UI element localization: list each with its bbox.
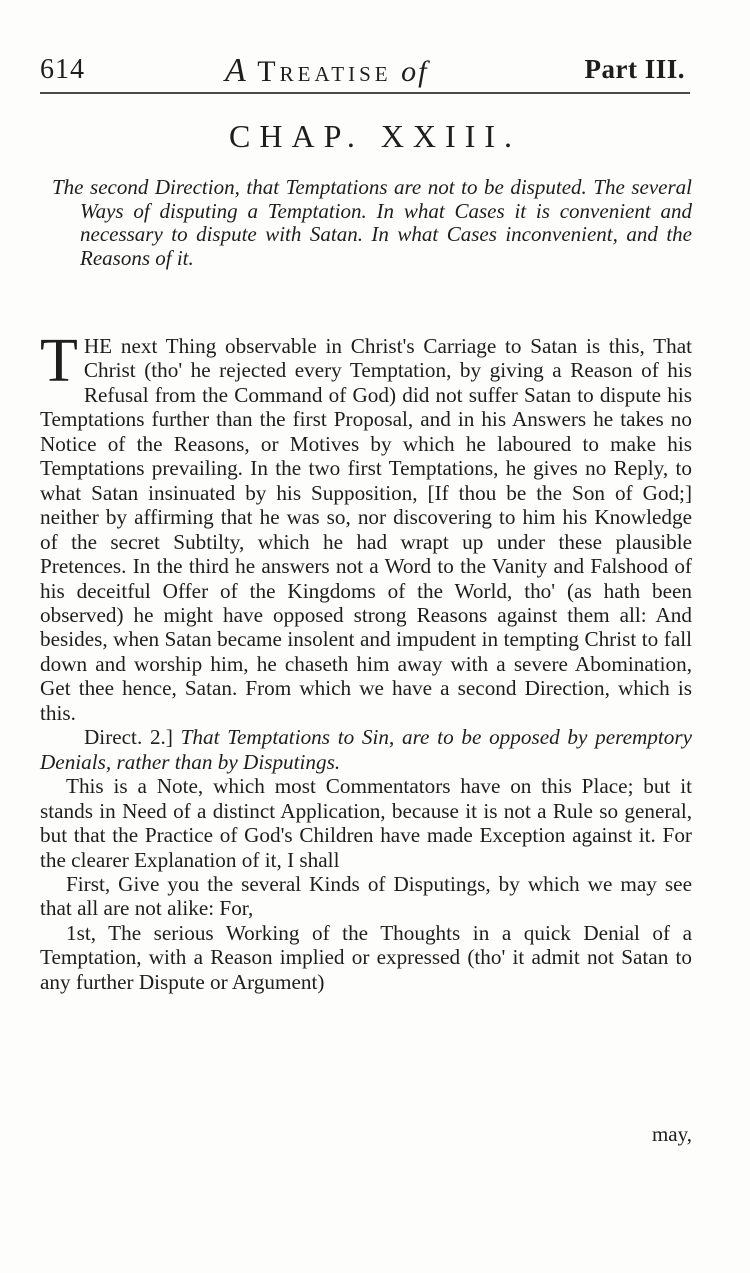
- chapter-summary-text: The second Direction, that Temptations are not to be disputed. The several Ways of disputing a Temptation. In what Cases it is convenient and necessary to dispute with Satan. In what Cases inconvenient, and the Reasons of it.: [52, 175, 692, 270]
- running-title-article: A: [225, 52, 248, 89]
- part-label: Part III.: [584, 54, 685, 84]
- header-rule: [40, 92, 690, 94]
- running-title-of: of: [401, 55, 429, 88]
- first-point-paragraph: First, Give you the several Kinds of Disputings, by which we may see that all are not alike: For,: [40, 871, 692, 921]
- running-header: [40, 50, 685, 92]
- opening-text: HE next Thing observable in Christ's Carriage to Satan is this, That Christ (tho' he rejected every Temptation, by giving a Reason of his Refusal from the Command of God) did not suffer Satan to dispute his Temptations further than the first Proposal, and in his Answers he takes no Notice of the Reasons, or Motives by which he laboured to make his Temptations prevailing. In the two first Temptations, he gives no Reply, to what Satan insinuated by his Supposition, [If thou be the Son of God;] neither by affirming that he was so, nor discovering to him his Knowledge of the secret Subtilty, which he had wrapt up under these plausible Pretences. In the third he answers not a Word to the Vanity and Falshood of his deceitful Offer of the Kingdoms of the World, tho' (as hath been observed) he might have opposed strong Reasons against them all: And besides, when Satan became insolent and impudent in tempting Christ to fall down and worship him, he chaseth him away with a severe Abomination, Get thee hence, Satan. From which we have a second Direction, which is this.: [40, 334, 692, 725]
- first-kind-paragraph: 1st, The serious Working of the Thoughts in a quick Denial of a Temptation, with a Reason implied or expressed (tho' it admit not Satan to any further Dispute or Argument): [40, 920, 692, 994]
- chapter-summary: [52, 176, 692, 270]
- direction-paragraph: [40, 725, 692, 774]
- direction-text: That Temptations to Sin, are to be opposed by peremptory Denials, rather than by Disputings.: [40, 725, 693, 774]
- chapter-heading: CHAP. XXIII.: [229, 118, 521, 154]
- note-paragraph: This is a Note, which most Commentators have on this Place; but it stands in Need of a distinct Application, because it is not a Rule so general, but that the Practice of God's Children have made Exception against it. For the clearer Explanation of it, I shall: [40, 774, 692, 872]
- drop-cap: T: [40, 327, 78, 395]
- running-title: [225, 52, 428, 90]
- body-text: [40, 327, 693, 994]
- direction-label: Direct. 2.]: [84, 725, 173, 750]
- opening-paragraph: [40, 327, 692, 725]
- running-title-word: Treatise: [257, 55, 392, 88]
- catchword: may,: [651, 1122, 692, 1146]
- page-number: 614: [40, 54, 85, 85]
